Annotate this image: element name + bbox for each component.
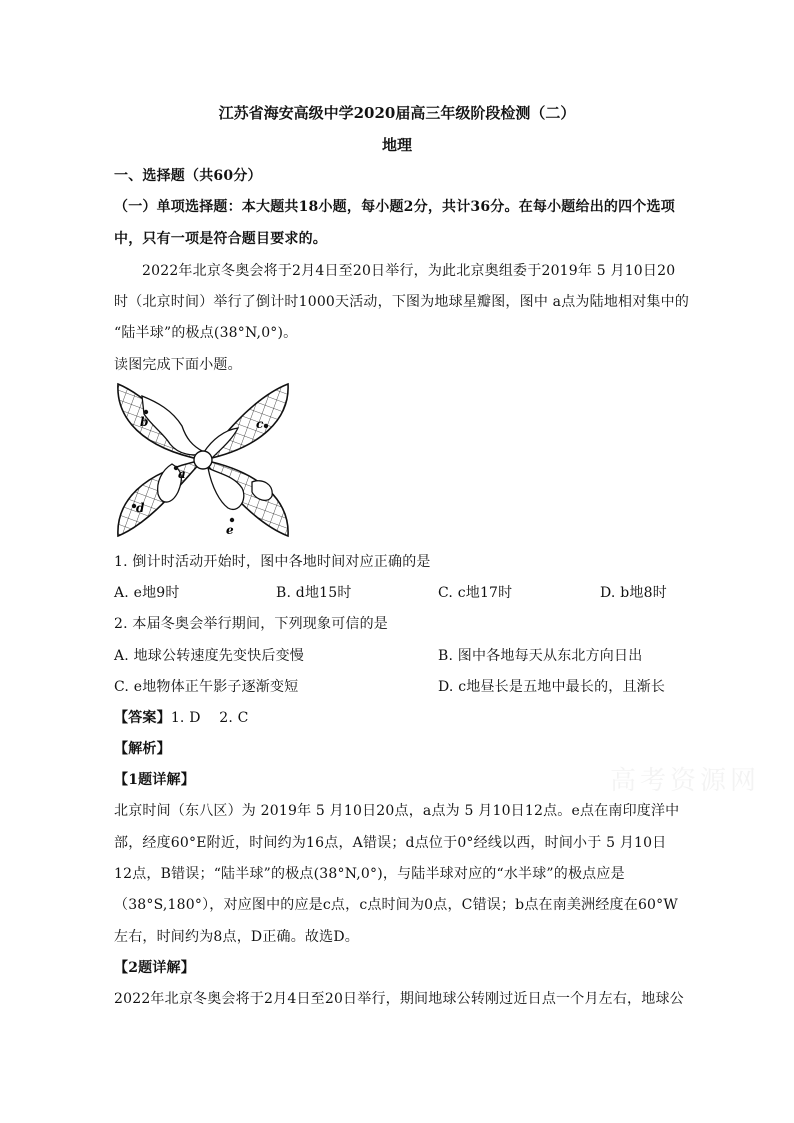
point-b (144, 410, 148, 414)
instruction-line: 中，只有一项是符合题目要求的。 (114, 231, 327, 247)
q2-detail-label: 【2题详解】 (114, 960, 195, 976)
question-stem: 2. 本届冬奥会举行期间，下列现象可信的是 (114, 616, 389, 632)
map-pole-circle (194, 451, 212, 469)
analysis-line: 北京时间（东八区）为 2019年 5 月10日20点，a点为 5 月10日12点。e点在南印度洋中 (114, 803, 680, 819)
option-c: C. c地17时 (438, 585, 513, 601)
option-d: D. c地昼长是五地中最长的，且渐长 (438, 679, 666, 695)
label-d: d (136, 501, 145, 515)
question-stem: 1. 倒计时活动开始时，图中各地时间对应正确的是 (114, 554, 431, 570)
stem-line: 读图完成下面小题。 (114, 357, 242, 373)
subject-title: 地理 (381, 136, 412, 154)
analysis-line: 部，经度60°E附近，时间约为16点，A错误；d点位于0°经线以西，时间小于 5 月10日 (114, 835, 667, 851)
analysis-line: 左右，时间约为8点，D正确。故选D。 (114, 929, 359, 945)
point-c (264, 424, 268, 428)
answer-text: 1. D 2. C (170, 710, 249, 726)
analysis-label: 【解析】 (114, 741, 171, 757)
instruction-line: （一）单项选择题：本大题共18小题，每小题2分，共计36分。在每小题给出的四个选项 (114, 199, 675, 215)
label-c: c (256, 417, 264, 431)
point-e (230, 518, 234, 522)
watermark: 高考资源网 (610, 766, 761, 796)
option-d: D. b地8时 (600, 585, 667, 601)
option-a: A. e地9时 (114, 585, 180, 601)
analysis-line: 2022年北京冬奥会将于2月4日至20日举行，期间地球公转刚过近日点一个月左右，地球公 (114, 991, 684, 1007)
label-e: e (226, 523, 234, 537)
answer-label: 【答案】 (114, 710, 171, 726)
label-a: a (178, 467, 186, 481)
option-c: C. e地物体正午影子逐渐变短 (114, 679, 299, 695)
option-b: B. d地15时 (276, 585, 352, 601)
analysis-line: （38°S,180°），对应图中的应是c点，c点时间为0点，C错误；b点在南美洲经度在60°W (114, 897, 678, 913)
stem-line: “陆半球”的极点(38°N,0°)。 (114, 325, 298, 341)
section-heading: 一、选择题（共60分） (114, 168, 262, 184)
page-title: 江苏省海安高级中学2020届高三年级阶段检测（二） (218, 104, 576, 122)
stem-line: 2022年北京冬奥会将于2月4日至20日举行，为此北京奥组委于2019年 5 月10日20 (142, 263, 676, 279)
label-b: b (140, 415, 149, 429)
q1-detail-label: 【1题详解】 (114, 772, 195, 788)
stem-line: 时（北京时间）举行了倒计时1000天活动，下图为地球星瓣图，图中 a点为陆地相对集中的 (114, 294, 690, 310)
star-map-figure (112, 378, 294, 542)
answer-line (114, 707, 249, 727)
option-b: B. 图中各地每天从东北方向日出 (438, 648, 643, 664)
option-a: A. 地球公转速度先变快后变慢 (114, 648, 305, 664)
analysis-line: 12点，B错误；“陆半球”的极点(38°N,0°)，与陆半球对应的“水半球”的极点应是 (114, 866, 625, 882)
